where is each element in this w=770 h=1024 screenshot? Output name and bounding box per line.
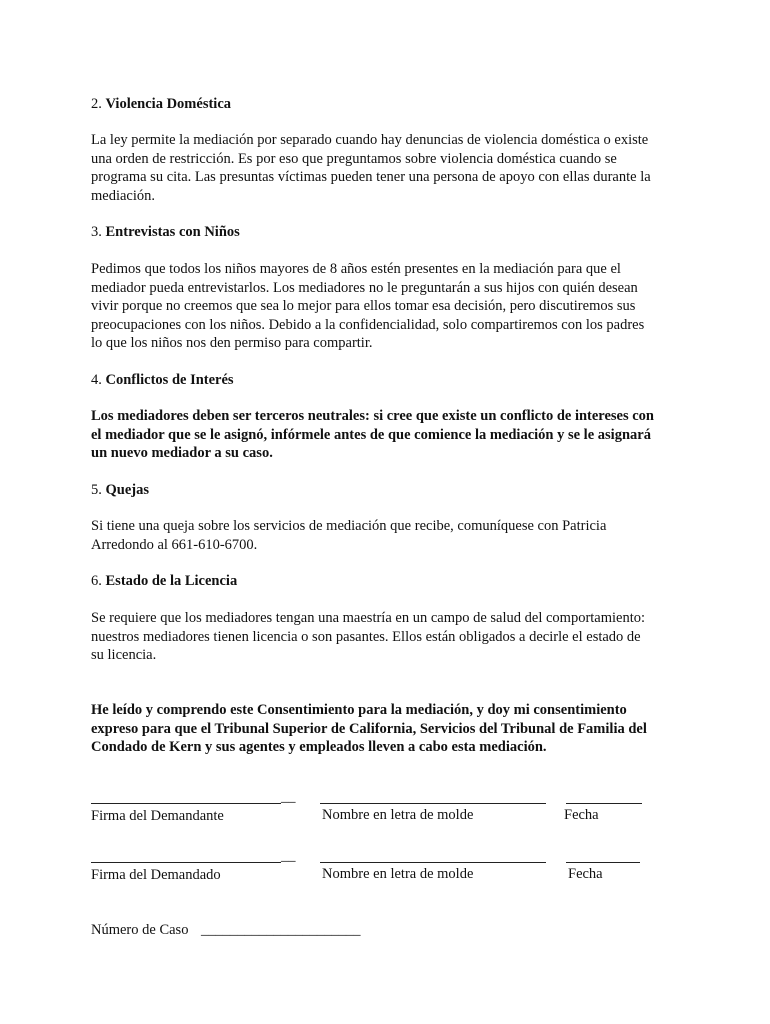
- respondent-date-line[interactable]: [566, 862, 640, 863]
- consent-statement: [91, 701, 691, 757]
- section-title: Conflictos de Interés: [105, 372, 234, 388]
- case-number-label: Número de Caso: [91, 922, 189, 938]
- respondent-date-label: Fecha: [568, 866, 603, 882]
- body-line: vivir porque no creemos que sea lo mejor para ellos tomar esa decisión, pero discutiremos sus: [91, 298, 636, 314]
- body-line: Pedimos que todos los niños mayores de 8 años estén presentes en la mediación para que el: [91, 261, 621, 277]
- petitioner-date-line[interactable]: [566, 803, 642, 804]
- body-line: una orden de restricción. Es por eso que preguntamos sobre violencia doméstica cuando se: [91, 150, 617, 167]
- section-number: 6.: [91, 573, 102, 589]
- respondent-signature-line[interactable]: [91, 862, 281, 863]
- body-line: mediación.: [91, 187, 156, 204]
- section-number: 3.: [91, 224, 102, 240]
- body-line: La ley permite la mediación por separado cuando hay denuncias de violencia doméstica o existe: [91, 132, 649, 148]
- section-title: Entrevistas con Niños: [105, 224, 240, 240]
- petitioner-print-name-label: Nombre en letra de molde: [322, 807, 474, 823]
- signature-line-suffix: __: [281, 789, 296, 805]
- section-heading-5: [91, 481, 149, 499]
- petitioner-signature-line[interactable]: [91, 803, 281, 804]
- respondent-print-name-label: Nombre en letra de molde: [322, 866, 474, 882]
- respondent-print-name-line[interactable]: [320, 862, 546, 863]
- section-title: Estado de la Licencia: [105, 573, 238, 589]
- section-number: 5.: [91, 482, 102, 498]
- section-number: 4.: [91, 372, 102, 388]
- section-body-6: [91, 609, 691, 665]
- petitioner-signature-label: Firma del Demandante: [91, 808, 224, 824]
- body-line: programa su cita. Las presuntas víctimas pueden tener una persona de apoyo con ellas durante la: [91, 169, 651, 185]
- section-heading-4: [91, 371, 234, 389]
- consent-line: He leído y comprendo este Consentimiento para la mediación, y doy mi consentimiento: [91, 702, 627, 718]
- body-line: mediador pueda entrevistarlos. Los mediadores no le preguntarán a sus hijos con quién desean: [91, 279, 638, 296]
- petitioner-print-name-line[interactable]: [320, 803, 546, 804]
- body-line: preocupaciones con los niños. Debido a la confidencialidad, solo compartiremos con los padres: [91, 316, 645, 333]
- respondent-signature-label: Firma del Demandado: [91, 867, 221, 883]
- petitioner-date-label: Fecha: [564, 807, 599, 823]
- section-title: Violencia Doméstica: [105, 96, 232, 112]
- consent-line: Condado de Kern y sus agentes y empleados lleven a cabo esta mediación.: [91, 739, 547, 755]
- section-body-3: [91, 260, 691, 353]
- section-heading-2: [91, 95, 231, 113]
- section-body-4: [91, 407, 691, 463]
- body-line: Se requiere que los mediadores tengan una maestría en un campo de salud del comportamiento:: [91, 610, 646, 626]
- body-line: Si tiene una queja sobre los servicios de mediación que recibe, comuníquese con Patricia: [91, 518, 607, 534]
- body-line: nuestros mediadores tienen licencia o son pasantes. Ellos están obligados a decirle el estado de: [91, 628, 641, 645]
- section-body-2: [91, 131, 691, 205]
- body-line: lo que los niños nos den permiso para compartir.: [91, 335, 373, 351]
- body-line: el mediador que se le asignó, infórmele antes de que comience la mediación y se le asignará: [91, 426, 651, 443]
- body-line: un nuevo mediador a su caso.: [91, 445, 273, 461]
- section-body-5: [91, 517, 691, 554]
- body-line: su licencia.: [91, 647, 157, 663]
- case-number-field[interactable]: ______________________: [201, 922, 361, 938]
- section-number: 2.: [91, 96, 102, 112]
- body-line: Arredondo al 661-610-6700.: [91, 536, 258, 553]
- signature-line-suffix: __: [281, 848, 296, 864]
- section-heading-6: [91, 572, 237, 590]
- consent-line: expreso para que el Tribunal Superior de California, Servicios del Tribunal de Familia del: [91, 720, 647, 737]
- section-title: Quejas: [105, 482, 149, 498]
- body-line: Los mediadores deben ser terceros neutrales: si cree que existe un conflicto de intereses con: [91, 408, 655, 424]
- section-heading-3: [91, 223, 240, 241]
